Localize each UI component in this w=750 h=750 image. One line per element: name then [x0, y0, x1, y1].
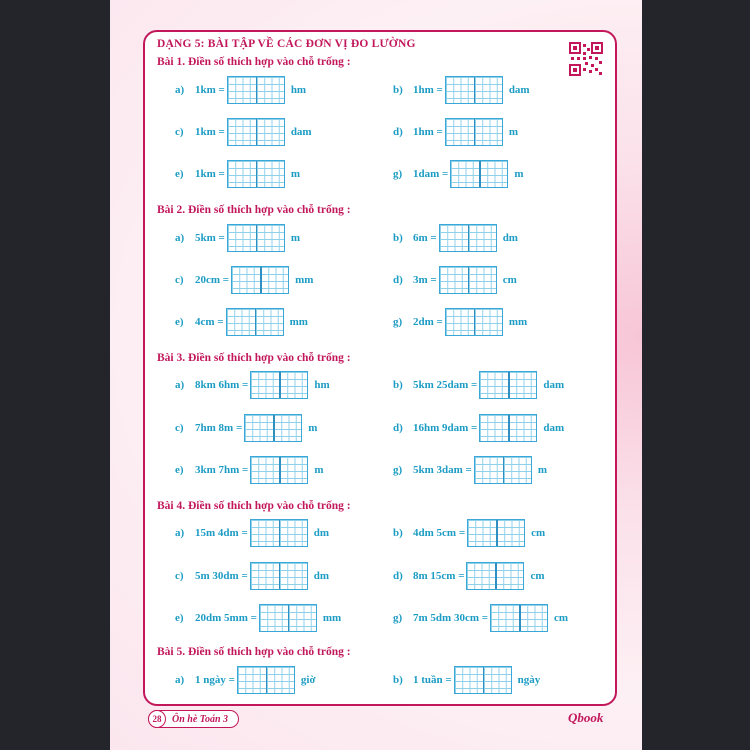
section-1-heading: Bài 1. Điền số thích hợp vào chỗ trống : — [157, 56, 351, 68]
exercise-expression: 7hm 8m = — [195, 422, 243, 434]
exercise-3d — [393, 414, 564, 442]
answer-grid[interactable] — [474, 456, 532, 484]
exercise-expression: 1 ngày = — [195, 674, 235, 686]
exercise-4e — [175, 604, 341, 632]
exercise-unit: mm — [322, 612, 342, 624]
exercise-3e — [175, 456, 324, 484]
exercise-label: g) — [393, 464, 403, 476]
page-number: 28 — [148, 710, 166, 728]
answer-grid[interactable] — [237, 666, 295, 694]
exercise-label: g) — [393, 612, 403, 624]
exercise-5a — [175, 666, 316, 694]
answer-grid[interactable] — [227, 76, 285, 104]
answer-grid[interactable] — [479, 371, 537, 399]
exercise-unit: cm — [531, 527, 546, 539]
answer-grid[interactable] — [445, 118, 503, 146]
page-title: DẠNG 5: BÀI TẬP VỀ CÁC ĐƠN VỊ ĐO LƯỜNG — [157, 38, 416, 50]
exercise-unit: cm — [554, 612, 569, 624]
exercise-label: g) — [393, 168, 403, 180]
answer-grid[interactable] — [250, 371, 308, 399]
answer-grid[interactable] — [454, 666, 512, 694]
exercise-3c — [175, 414, 317, 442]
book-title: Ôn hè Toán 3 — [172, 713, 229, 725]
answer-grid[interactable] — [250, 562, 308, 590]
exercise-label: e) — [175, 168, 184, 180]
answer-grid[interactable] — [467, 519, 525, 547]
footer-book-tag — [148, 710, 239, 728]
exercise-4g — [393, 604, 568, 632]
exercise-expression: 1km = — [195, 126, 225, 138]
exercise-expression: 1km = — [195, 84, 225, 96]
exercise-expression: 2dm = — [413, 316, 443, 328]
exercise-expression: 1dam = — [413, 168, 449, 180]
exercise-label: a) — [175, 379, 185, 391]
exercise-label: d) — [393, 274, 403, 286]
exercise-1c — [175, 118, 312, 146]
exercise-2c — [175, 266, 313, 294]
exercise-label: a) — [175, 674, 185, 686]
exercise-expression: 3km 7hm = — [195, 464, 249, 476]
exercise-label: e) — [175, 612, 184, 624]
exercise-2g — [393, 308, 527, 336]
exercise-unit: hm — [290, 84, 307, 96]
exercise-1b — [393, 76, 530, 104]
exercise-3b — [393, 371, 564, 399]
exercise-expression: 4dm 5cm = — [413, 527, 466, 539]
answer-grid[interactable] — [439, 266, 497, 294]
exercise-unit: dam — [508, 84, 530, 96]
exercise-3g — [393, 456, 547, 484]
exercise-2e — [175, 308, 308, 336]
exercise-unit: cm — [530, 570, 545, 582]
exercise-label: a) — [175, 232, 185, 244]
exercise-expression: 20dm 5mm = — [195, 612, 257, 624]
exercise-unit: cm — [502, 274, 517, 286]
section-3-heading: Bài 3. Điền số thích hợp vào chỗ trống : — [157, 352, 351, 364]
answer-grid[interactable] — [450, 160, 508, 188]
exercise-4b — [393, 519, 545, 547]
exercise-unit: mm — [289, 316, 308, 328]
publisher-logo: Qbook — [568, 710, 604, 725]
exercise-1a — [175, 76, 306, 104]
worksheet-frame — [143, 30, 617, 706]
exercise-unit: m — [514, 168, 524, 180]
exercise-expression: 6m = — [413, 232, 437, 244]
exercise-unit: m — [290, 168, 300, 180]
exercise-unit: m — [537, 464, 548, 476]
exercise-1g — [393, 160, 523, 188]
answer-grid[interactable] — [490, 604, 548, 632]
exercise-unit: dam — [290, 126, 312, 138]
exercise-expression: 20cm = — [195, 274, 230, 286]
exercise-4c — [175, 562, 329, 590]
exercise-4a — [175, 519, 329, 547]
exercise-expression: 15m 4dm = — [195, 527, 248, 539]
exercise-label: b) — [393, 527, 403, 539]
exercise-3a — [175, 371, 330, 399]
exercise-label: c) — [175, 274, 184, 286]
exercise-label: c) — [175, 422, 184, 434]
exercise-label: b) — [393, 232, 403, 244]
exercise-unit: m — [508, 126, 518, 138]
exercise-expression: 1km = — [195, 168, 225, 180]
exercise-label: e) — [175, 316, 184, 328]
answer-grid[interactable] — [227, 118, 285, 146]
answer-grid[interactable] — [227, 224, 285, 252]
exercise-expression: 5km 3dam = — [413, 464, 472, 476]
exercise-2a — [175, 224, 300, 252]
exercise-unit: dm — [313, 570, 329, 582]
exercise-label: b) — [393, 379, 403, 391]
exercise-unit: giờ — [300, 674, 316, 686]
exercise-unit: mm — [295, 274, 314, 286]
answer-grid[interactable] — [259, 604, 317, 632]
exercise-2d — [393, 266, 517, 294]
exercise-1e — [175, 160, 300, 188]
exercise-label: d) — [393, 126, 403, 138]
exercise-label: a) — [175, 527, 185, 539]
answer-grid[interactable] — [250, 456, 308, 484]
answer-grid[interactable] — [227, 160, 285, 188]
exercise-4d — [393, 562, 545, 590]
exercise-2b — [393, 224, 518, 252]
exercise-expression: 16hm 9dam = — [413, 422, 478, 434]
exercise-expression: 8km 6hm = — [195, 379, 249, 391]
answer-grid[interactable] — [439, 224, 497, 252]
exercise-expression: 5km = — [195, 232, 225, 244]
exercise-expression: 7m 5dm 30cm = — [413, 612, 489, 624]
exercise-1d — [393, 118, 518, 146]
exercise-expression: 3m = — [413, 274, 437, 286]
exercise-expression: 5m 30dm = — [195, 570, 248, 582]
exercise-unit: dam — [543, 379, 565, 391]
exercise-label: c) — [175, 126, 184, 138]
exercise-expression: 1hm = — [413, 84, 443, 96]
answer-grid[interactable] — [479, 414, 537, 442]
exercise-expression: 5km 25dam = — [413, 379, 478, 391]
exercise-label: g) — [393, 316, 403, 328]
exercise-label: b) — [393, 674, 403, 686]
answer-grid[interactable] — [445, 76, 503, 104]
exercise-label: b) — [393, 84, 403, 96]
exercise-label: d) — [393, 422, 403, 434]
exercise-label: d) — [393, 570, 403, 582]
exercise-label: c) — [175, 570, 184, 582]
exercise-label: e) — [175, 464, 184, 476]
exercise-unit: dm — [313, 527, 329, 539]
exercise-unit: m — [314, 464, 324, 476]
section-2-heading: Bài 2. Điền số thích hợp vào chỗ trống : — [157, 204, 351, 216]
answer-grid[interactable] — [250, 519, 308, 547]
exercise-unit: m — [308, 422, 318, 434]
exercise-expression: 1 tuần = — [413, 674, 452, 686]
exercise-label: a) — [175, 84, 185, 96]
exercise-unit: ngày — [517, 674, 541, 686]
exercise-unit: mm — [508, 316, 528, 328]
answer-grid[interactable] — [231, 266, 289, 294]
section-4-heading: Bài 4. Điền số thích hợp vào chỗ trống : — [157, 500, 351, 512]
exercise-expression: 4cm = — [195, 316, 224, 328]
section-5-heading: Bài 5. Điền số thích hợp vào chỗ trống : — [157, 646, 351, 658]
exercise-unit: hm — [314, 379, 330, 391]
qr-code-icon — [569, 42, 603, 76]
exercise-unit: m — [290, 232, 300, 244]
exercise-unit: dm — [502, 232, 518, 244]
answer-grid[interactable] — [226, 308, 284, 336]
exercise-5b — [393, 666, 540, 694]
exercise-expression: 8m 15cm = — [413, 570, 465, 582]
exercise-unit: dam — [543, 422, 565, 434]
answer-grid[interactable] — [244, 414, 302, 442]
answer-grid[interactable] — [445, 308, 503, 336]
exercise-expression: 1hm = — [413, 126, 443, 138]
answer-grid[interactable] — [466, 562, 524, 590]
